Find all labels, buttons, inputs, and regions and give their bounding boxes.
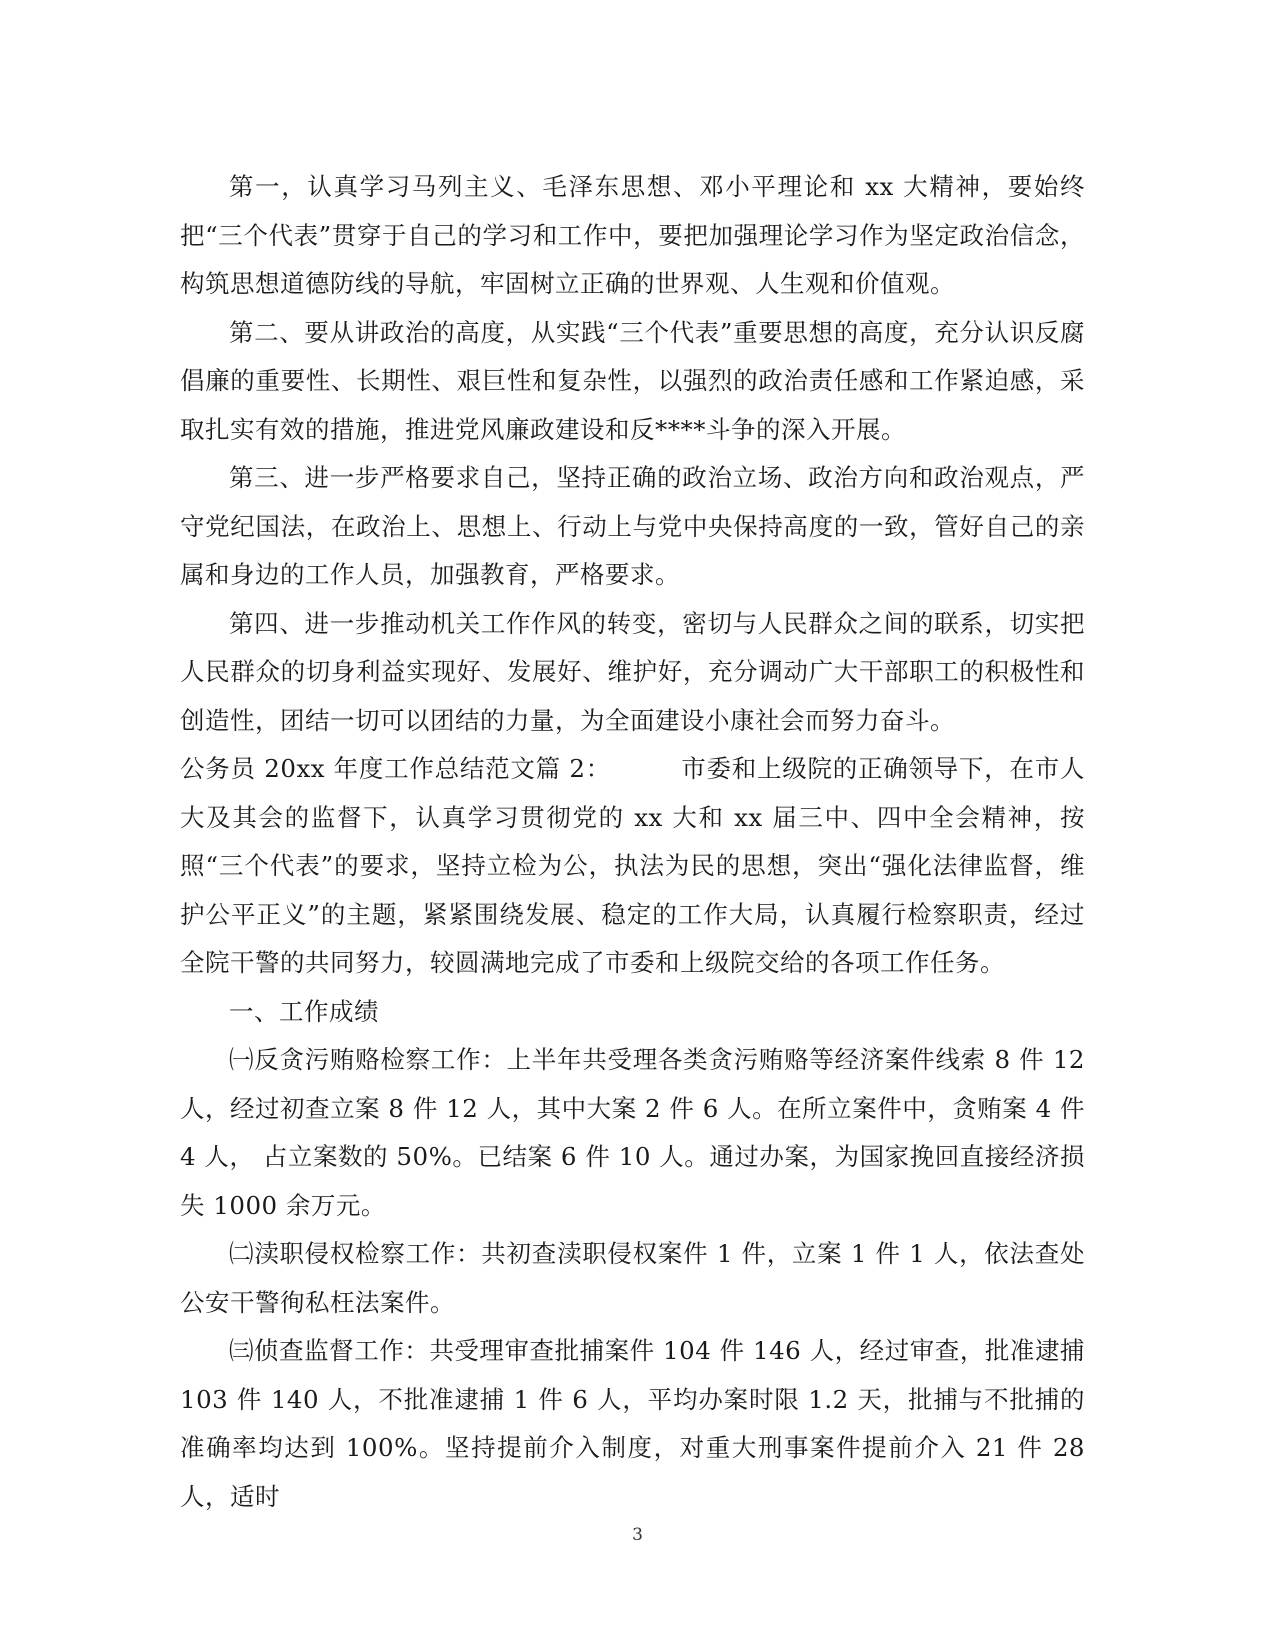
heading-work-results: 一、工作成绩: [229, 996, 379, 1026]
page-number: 3: [632, 1525, 643, 1545]
section-paragraph: [180, 745, 1085, 988]
document-body: [180, 163, 1085, 1521]
paragraph-third: 第三、进一步严格要求自己，坚持正确的政治立场、政治方向和政治观点，严守党纪国法，在政治上、思想上、行动上与党中央保持高度的一致，管好自己的亲属和身边的工作人员，加强教育，严格要求。: [180, 463, 1085, 589]
paragraph-first: 第一，认真学习马列主义、毛泽东思想、邓小平理论和 xx 大精神，要始终把“三个代表”贯穿于自己的学习和工作中，要把加强理论学习作为坚定政治信念，构筑思想道德防线的导航，牢固树立正确的世界观、人生观和价值观。: [180, 172, 1085, 298]
paragraph-second: 第二、要从讲政治的高度，从实践“三个代表”重要思想的高度，充分认识反腐倡廉的重要性、长期性、艰巨性和复杂性，以强烈的政治责任感和工作紧迫感，采取扎实有效的措施，推进党风廉政建设和反****斗争的深入开展。: [180, 317, 1085, 444]
section-lead: 市委和上级院的正确领导下，在市人大及其会的监督下，认真学习贯彻党的 xx 大和 xx 届三中、四中全会精神，按照“三个代表”的要求，坚持立检为公，执法为民的思想，突出“强化法律监督，维护公平正义”的主题，紧紧围绕发展、稳定的工作大局，认真履行检察职责，经过全院干警的共同努力，较圆满地完成了市委和上级院交给的各项工作任务。: [180, 754, 1086, 977]
item-malfeasance: ㈡渎职侵权检察工作：共初查渎职侵权案件 1 件，立案 1 件 1 人，依法查处公安干警徇私枉法案件。: [180, 1239, 1085, 1317]
item-anti-corruption: ㈠反贪污贿赂检察工作：上半年共受理各类贪污贿赂等经济案件线索 8 件 12 人，经过初查立案 8 件 12 人，其中大案 2 件 6 人。在所立案件中，贪贿案 4 件 4 人， 占立案数的 50%。已结案 6 件 10 人。通过办案，为国家挽回直接经济损失 1000 余万元。: [180, 1045, 1085, 1220]
paragraph-fourth: 第四、进一步推动机关工作作风的转变，密切与人民群众之间的联系，切实把人民群众的切身利益实现好、发展好、维护好，充分调动广大干部职工的积极性和创造性，团结一切可以团结的力量，为全面建设小康社会而努力奋斗。: [180, 608, 1085, 735]
item-investigation-supervision: ㈢侦查监督工作：共受理审查批捕案件 104 件 146 人，经过审查，批准逮捕 103 件 140 人，不批准逮捕 1 件 6 人，平均办案时限 1.2 天，批捕与不批捕的准确率均达到 100%。坚持提前介入制度，对重大刑事案件提前介入 21 件 28 人，适时: [180, 1336, 1085, 1511]
section-title: 公务员 20xx 年度工作总结范文篇 2：: [180, 754, 612, 783]
